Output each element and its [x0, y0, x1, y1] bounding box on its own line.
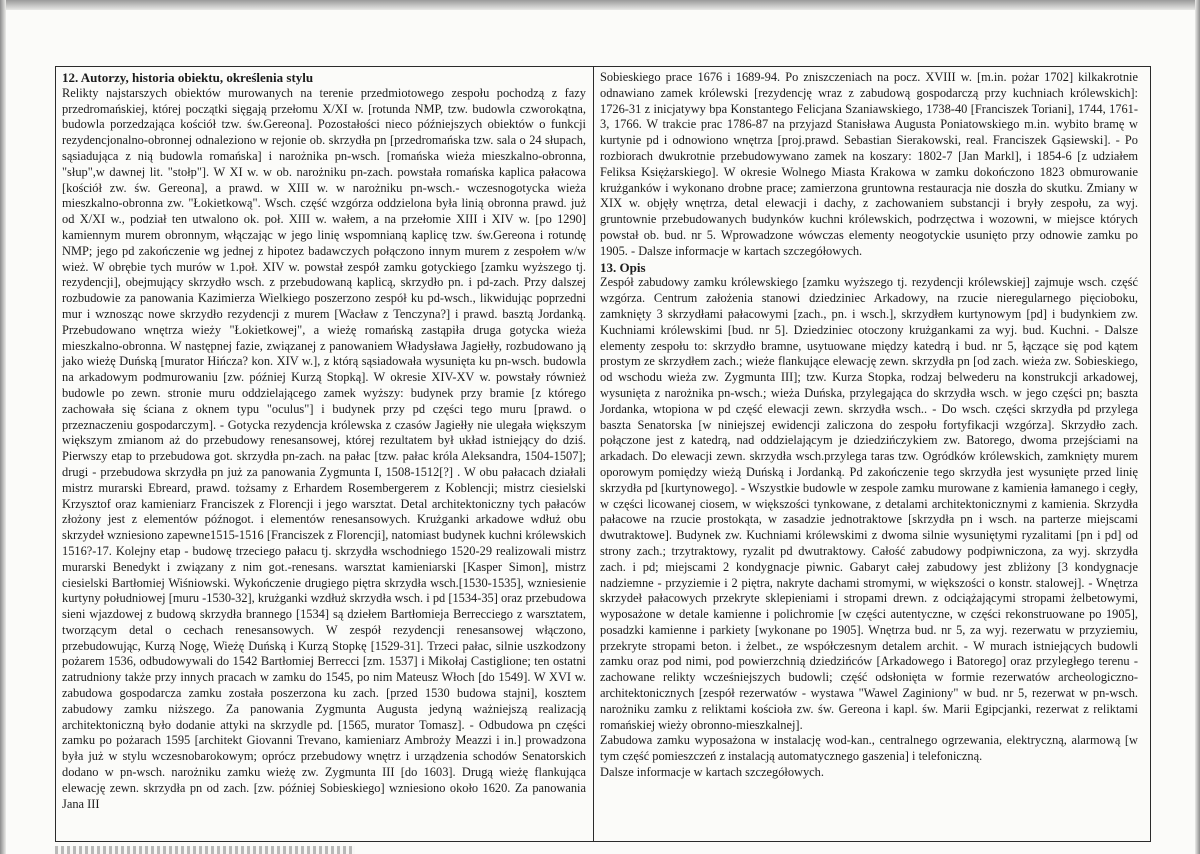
section-12-heading: 12. Autorzy, historia obiektu, określenia stylu — [62, 70, 314, 85]
scan-shadow-top — [0, 0, 1200, 10]
section-13-description: Zespół zabudowy zamku królewskiego [zamku wyższego tj. rezydencji królewskiej] zajmuje wsch. część wzgórza. Centrum założenia stanowi dziedziniec Arkadowy, na rzucie nieregularnego pięcioboku, zamknięty 3 skrzydłami pałacowymi [zach., pn. i wsch.], skrzydłem kurtynowym [pd] i budynkiem zw. Kuchniami królewskimi [bud. nr 5]. Dziedziniec otoczony krużgankami za wyj. bud. Kuchni. - Dalsze elementy zespołu to: skrzydło bramne, usytuowane między katedrą i bud. nr 5, łączące się pod kątem prostym ze skrzydłem zach.; wieże flankujące elewację zewn. skrzydła pn [od zach. wieża zw. Sobieskiego, od wschodu wieża zw. Zygmunta III]; tzw. Kurza Stopka, rodzaj belwederu na konstrukcji arkadowej, wysunięta z narożnika pn-wsch.; wieża Duńska, przylegająca do skrzydła wsch. w jego części pn; baszta Jordanka, wtopiona w pd część elewacji zewn. skrzydła wsch.. - Do wsch. części skrzydła pd przylega baszta Senatorska [w niniejszej ewidencji zaliczona do zespołu fortyfikacji wzgórza]. Skrzydło zach. połączone jest z katedrą, nad oddzielającym je dziedzińczykiem zw. Batorego, dwoma przejściami na arkadach. Do elewacji zewn. skrzydła wsch.przylega taras tzw. Ogródków królewskich, zamknięty murem oporowym pomiędzy wieżą Duńską i Jordanką. Pd zakończenie tego skrzydła jest wysunięte przed linię skrzydła pd [kurtynowego]. - Wszystkie budowle w zespole zamku murowane z kamienia łamanego i cegły, w części licowanej ciosem, w większości tynkowane, z detalami architektonicznymi z kamienia. Skrzydła pałacowe na rzucie prostokąta, w zasadzie jednotraktowe [skrzydła pn i wsch. na parterze miejscami dwutraktowe]. Budynek zw. Kuchniami królewskimi z dwoma silnie wysuniętymi ryzalitami [pn i pd] od strony zach.; trzytraktowy, ryzalit pd dwutraktowy. Całość zabudowy podpiwniczona, za wyj. skrzydła zach. i pd; miejscami 2 kondygnacje piwnic. Gabaryt całej zabudowy jest zbliżony [3 kondygnacje nadziemne - przyziemie i 2 piętra, nakryte dachami stromymi, w większości o konstr. stalowej]. - Wnętrza skrzydeł pałacowych przekryte sklepieniami i stropami drewn. z odciążającymi stropami żelbetowymi, wyposażone w detale kamienne i polichromie [w części autentyczne, w części rekonstruowane po 1905], posadzki kamienne i parkiety [wykonane po 1905]. Wnętrza bud. nr 5, za wyj. rezerwatu w przyziemiu, przekryte stropami beton. i żelbet., ze współczesnym detalem archit. - W murach istniejących budowli zamku oraz pod nimi, pod powierzchnią dziedzińców [Arkadowego i Batorego] oraz przyległego terenu - zachowane relikty wcześniejszych budowli; część odsłonięta w formie rezerwatów archeologiczno-architektonicznych [zespół rezerwatów - wystawa "Wawel Zaginiony" w bud. nr 5, rezerwat w pn-wsch. narożniku zamku z reliktami kościoła zw. św. Gereona i kapl. św. Marii Egipcjanki, rezerwat z reliktami romańskiej wieży obronno-mieszkalnej]. — [600, 275, 1138, 732]
section-13-more-info: Dalsze informacje w kartach szczegółowych. — [600, 765, 824, 780]
section-12-history — [62, 70, 586, 812]
section-12-text: Relikty najstarszych obiektów murowanych na terenie przedmiotowego zespołu pochodzą z fazy przedromańskiej, której początki sięgają przełomu X/XI w. [rotunda NMP, tzw. budowla czworokątna, budowla porzedzająca kościół tzw. św.Gereona]. Pozostałości nieco późniejszych obiektów o funkcji rezydencjonalno-obronnej odnaleziono w rejonie ob. skrzydła pn [przedromańska tzw. sala o 24 słupach, sąsiadująca z nią budowla romańska] i narożnika pn-wsch. [romańska wieża mieszkalno-obronna, "słup",w dawnej lit. "stołp"]. W XI w. w ob. narożniku pn-zach. powstała romańska kaplica pałacowa [kościół zw. św. Gereona], a prawd. w XIII w. w narożniku pn-wsch.- wczesnogotycka wieża mieszkalno-obronna zw. "Łokietkową". Wsch. część wzgórza oddzielona była linią obronna prawd. już od X/XI w., podział ten utwalono ok. poł. XIII w. wałem, a na przełomie XIII i XIV w. [po 1290] kamiennym murem obronnym, włączając w jego linię wspomnianą kaplicę tzw. św.Gereona i rotundę NMP; jego pd zakończenie wg jednej z hipotez badawczych połączono innym murem z zespołem w/w wież. W obrębie tych murów w 1.poł. XIV w. powstał zespół zamku gotyckiego [zamku wyższego tj. rezydencji], obejmujący skrzydło wsch. z przebudowaną kaplicą, skrzydło pn. i pd-zach. Przy dalszej rozbudowie za panowania Kazimierza Wielkiego poszerzono zespół ku pd-wsch., likwidując poprzedni mur i wznosząc nowe skrzydło rezydencji z murem [Wacław z Tenczyna?] i prawd. basztą Jordanką. Przebudowano wnętrza wieży "Łokietkowej", a wieżę romańską zastąpiła druga gotycka wieża mieszkalno-obronna. W następnej fazie, związanej z panowaniem Władysława Jagiełły, rozbudowano ją jako wieżę Duńską [murator Hińcza? kon. XIV w.], z którą sąsiadowała wysunięta ku pn-wsch. budowla na arkadowym podmurowaniu [zw. później Kurzą Stopką]. W okresie XIV-XV w. powstały również budowle po zewn. stronie muru oddzielającego zamek wyższy: budynek przy bramie [z którego zachowała się ściana z oknem typu "oculus"] i budynek przy pd części tego muru [prawd. o przeznaczeniu gospodarczym]. - Gotycka rezydencja królewska z czasów Jagiełły nie ulegała większym większym zmianom aż do przebudowy renesansowej, której rezultatem był układ istniejący do dziś. Pierwszy etap to przebudowa got. skrzydła pn-zach. na pałac [tzw. pałac króla Aleksandra, 1504-1507]; drugi - przebudowa skrzydła pn już za panowania Zygmunta I, 1508-1512[?] . W obu pałacach działali mistrz murarski Ebreard, prawd. tożsamy z Erhardem Rosembergerem z Koblencji; mistrz ciesielski Krzysztof oraz kamieniarz Franciszek z Florencji i jego warsztat. Detal architektoniczny tych pałaców złożony jest z elementów późnogot. i elementów renesansowych. Krużganki arkadowe wdłuż obu skrzydeł wzniesiono zapewne1515-1516 [Franciszek z Florencji], natomiast budynek kuchni królewskich 1516?-17. Kolejny etap - budowę trzeciego pałacu tj. skrzydła wschodniego 1520-29 realizowali mistrz murarski Benedykt i związany z nim got.-renesans. warsztat kamieniarski [Kasper Simon], mistrz ciesielski Bartłomiej Wiśniowski. Wykończenie drugiego piętra skrzydła wsch.[1530-1535], wzniesienie kurtyny południowej [muru -1530-32], krużganki wzdłuż skrzydła wsch. i pd [1534-35] oraz przebudowa sieni wjazdowej z budową skrzydła brannego [1534] są dziełem Bartłomieja Berrecciego z warsztatem, tworzącym detal o cechach renesansowych. W zespół rezydencji renesansowej włączono, przebudowując, Kurzą Nogę, Wieżę Duńską i Kurzą Stopkę [1529-31]. Trzeci pałac, silnie uszkodzony pożarem 1536, odbudowywali do 1542 Bartłomiej Berrecci [zm. 1537] i Mikołaj Castiglione; ten ostatni zatrudniony także przy innych pracach w zamku do 1545, po nim Mateusz Włoch [do 1549]. W XVI w. zabudowa gospodarcza zamku została poszerzona ku zach. [przed 1530 budowa stajni], kosztem zabudowy zamku niższego. Za panowania Zygmunta Augusta jedyną ważniejszą realizacją architektoniczną było dodanie attyki na skrzydle pd. [1565, murator Tomasz]. - Odbudowa pn części zamku po pożarach 1595 [architekt Giovanni Trevano, kamieniarz Ambroży Meazzi i in.] prowadzona była już w stylu wczesnobarokowym; oprócz przebudowy wnętrz i urządzenia schodów Senatorskich dodano w pn-wsch. narożniku zamku wieżę zw. Zygmunta III [do 1603]. Drugą wieżę flankująca elewację zewn. skrzydła pn od zach. [zw. później Sobieskiego] wzniesiono około 1620. Za panowania Jana III — [62, 85, 586, 811]
scan-shadow-left — [0, 0, 6, 854]
section-13-installations: Zabudowa zamku wyposażona w instalację wod-kan., centralnego ogrzewania, elektryczną, alarmową [w tym część pomieszczeń z instalacją automatycznego gaszenia] i telefoniczną. — [600, 733, 1138, 764]
cropped-footer-text — [55, 846, 355, 854]
section-right-column — [600, 70, 1138, 781]
column-divider — [593, 66, 594, 842]
section-13-heading: 13. Opis — [600, 259, 646, 275]
section-12-text-continued: Sobieskiego prace 1676 i 1689-94. Po zniszczeniach na pocz. XVIII w. [m.in. pożar 1702] kilkakrotnie odnawiano zamek królewski [rezydencję wraz z zabudową gospodarczą przy kuchniach królewskich]: 1726-31 z inicjatywy bpa Konstantego Felicjana Szaniawskiego, 1738-40 [Franciszek Toriani], 1744, 1761-3, 1766. W trakcie prac 1786-87 na przyjazd Stanisława Augusta Poniatowskiego m.in. wybito bramę w kurtynie pd i odnowiono wnętrza [proj.prawd. Sebastian Sierakowski, real. Franciszek Gąsiewski]. - Po rozbiorach dwukrotnie przebudowywano zamek na koszary: 1802-7 [Jan Markl], i 1854-6 [z udziałem Feliksa Księżarskiego]. W okresie Wolnego Miasta Krakowa w zamku dokończono 1823 obmurowanie krużganków i wykonano drobne prace; zamierzona gruntowna restauracja nie doszła do skutku. Zmiany w XIX w. objęły wnętrza, detal elewacji i dachy, z zachowaniem substancji i bryły zespołu, za wyj. gruntownie przebudowanych budynków kuchni królewskich, podrzęctwa i wozowni, w miejsce których powstał ob. bud. nr 5. Wprowadzone wówczas elementy neogotyckie usunięto przy odnowie zamku po 1905. - Dalsze informacje w kartach szczegółowych. — [600, 70, 1138, 258]
scan-shadow-right — [1195, 0, 1200, 854]
